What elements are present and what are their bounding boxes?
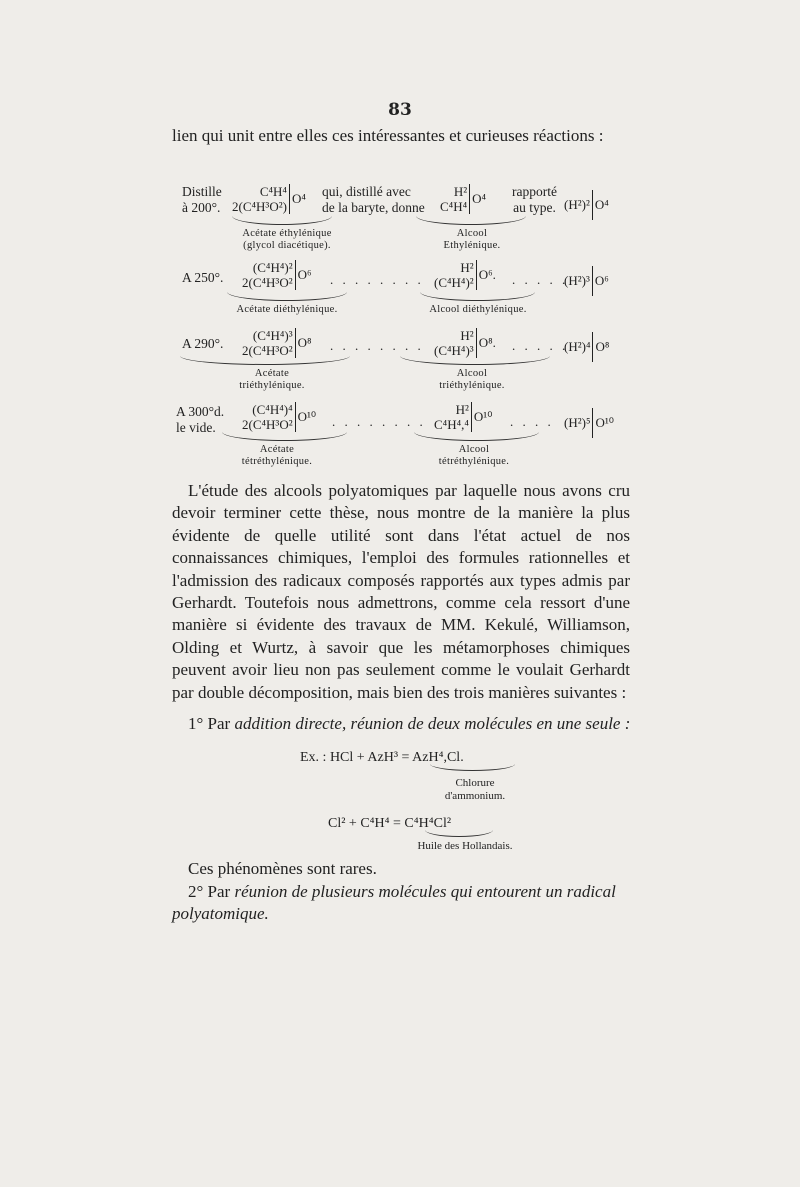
- label-line: Alcool: [458, 444, 490, 455]
- alcohol-formula: [434, 328, 496, 358]
- reaction-condition: [176, 404, 224, 436]
- label-line: Acétate diéthylénique.: [236, 304, 338, 315]
- alcohol-formula: [434, 402, 492, 432]
- oxygen: O⁸.: [478, 335, 496, 350]
- label-line: d'ammonium.: [444, 790, 506, 802]
- acetate-label: [217, 444, 337, 468]
- brace: [430, 764, 515, 771]
- oxygen: O¹⁰: [473, 409, 493, 424]
- label-line: triéthylénique.: [239, 380, 305, 391]
- condition-line: A 300°d.: [176, 404, 225, 419]
- item-number: 1° Par: [188, 714, 231, 733]
- equation-2-label: Huile des Hollandais.: [417, 840, 513, 852]
- type-h: (H²)⁴: [564, 339, 591, 354]
- oxygen: O⁸: [595, 339, 610, 354]
- oxygen: O⁴: [472, 191, 487, 206]
- condition-line: à 200°.: [182, 200, 221, 215]
- acetate-formula: [232, 184, 306, 214]
- label-line: triéthylénique.: [439, 380, 505, 391]
- brace: [222, 432, 347, 441]
- page-number: 83: [388, 100, 412, 120]
- label-line: Ethylénique.: [443, 240, 501, 251]
- tail-line: au type.: [513, 200, 556, 215]
- formula-bottom: (C⁴H⁴)³: [434, 343, 474, 358]
- equation-1-label: [420, 777, 530, 803]
- item-italic-text: addition directe, réunion de deux molécules en une seule :: [234, 714, 631, 733]
- item-number: 2° Par: [188, 882, 231, 901]
- formula-bottom: 2(C⁴H³O²: [242, 275, 293, 290]
- reaction-condition: [182, 336, 223, 352]
- dot-leader: . . . . . . . .: [330, 338, 424, 353]
- brace: [400, 356, 550, 365]
- alcohol-label: [412, 444, 536, 468]
- label-line: tétréthylénique.: [241, 456, 313, 467]
- acetate-formula: [242, 402, 316, 432]
- type-formula: [564, 408, 614, 438]
- dot-leader: . . . . .: [512, 338, 569, 353]
- brace: [416, 216, 526, 225]
- formula-top: (C⁴H⁴)⁴: [252, 402, 293, 417]
- formula-bottom: 2(C⁴H³O²): [232, 199, 287, 214]
- oxygen: O⁶: [594, 273, 609, 288]
- alcohol-formula: [434, 260, 496, 290]
- brace: [414, 432, 539, 441]
- formula-top: H²: [460, 328, 474, 343]
- oxygen: O¹⁰: [595, 415, 614, 430]
- brace: [180, 356, 350, 365]
- alcohol-formula: [440, 184, 486, 214]
- item-italic-text: réunion de plusieurs molécules qui entourent un radical polyatomique.: [172, 882, 616, 923]
- tail-text: [512, 184, 557, 216]
- formula-top: (C⁴H⁴)³: [252, 328, 293, 343]
- brace: [232, 216, 332, 225]
- condition-line: A 290°.: [182, 336, 224, 351]
- equation-2: Cl² + C⁴H⁴ = C⁴H⁴Cl²: [328, 816, 452, 831]
- label-line: Acétate éthylénique: [242, 228, 332, 239]
- formula-bottom: 2(C⁴H³O²: [242, 417, 293, 432]
- brace: [425, 830, 493, 837]
- condition-line: le vide.: [176, 420, 216, 435]
- reaction-row-2: [172, 258, 642, 324]
- reaction-row-1: [172, 182, 642, 252]
- middle-line: de la baryte, donne: [322, 200, 425, 215]
- alcohol-label: [412, 228, 532, 252]
- formula-bottom: (C⁴H⁴)²: [434, 275, 474, 290]
- reaction-condition: [182, 184, 222, 216]
- label-line: (glycol diacétique).: [243, 240, 331, 251]
- oxygen: O⁴: [594, 197, 609, 212]
- type-formula: [564, 266, 609, 296]
- oxygen: O⁸: [297, 335, 312, 350]
- label-line: Acétate: [254, 368, 290, 379]
- label-line: tétréthylénique.: [438, 456, 510, 467]
- reaction-row-4: [172, 400, 642, 472]
- type-h: (H²)⁵: [564, 415, 591, 430]
- type-formula: [564, 332, 609, 362]
- label-line: Chlorure: [455, 777, 495, 789]
- equation-1: Ex. : HCl + AzH³ = AzH⁴,Cl.: [300, 750, 464, 765]
- condition-line: Distille: [182, 184, 222, 199]
- middle-line: qui, distillé avec: [322, 184, 411, 199]
- main-paragraph: [172, 480, 630, 704]
- brace: [420, 292, 535, 301]
- dot-leader: . . . .: [510, 414, 554, 429]
- paragraph-text: L'étude des alcools polyatomiques par laquelle nous avons cru devoir terminer cette thèse, nous montre de la manière la plus évidente de quelle utilité sont dans l'état actuel de nos connaissances chimiques, l'emploi des formules rationnelles et l'admission des radicaux composés rapportés aux types admis par Gerhardt. Toutefois nous admettrons, comme cela ressort d'une manière si évidente des travaux de MM. Kekulé, Williamson, Olding et Wurtz, à savoir que les métamorphoses chimiques peuvent avoir lieu non pas seulement comme le voulait Gerhardt par double décomposition, mais bien des trois manières suivantes :: [172, 481, 630, 702]
- formula-top: C⁴H⁴: [259, 184, 287, 199]
- acetate-label: [212, 304, 362, 316]
- alcohol-label: [412, 368, 532, 392]
- tail-line: rapporté: [512, 184, 557, 199]
- condition-line: A 250°.: [182, 270, 224, 285]
- oxygen: O⁶.: [478, 267, 496, 282]
- brace: [227, 292, 347, 301]
- label-line: Alcool: [456, 368, 488, 379]
- label-line: Acétate: [259, 444, 295, 455]
- type-h: (H²)²: [564, 197, 590, 212]
- formula-top: (C⁴H⁴)²: [252, 260, 293, 275]
- alcohol-label: [408, 304, 548, 316]
- type-formula: [564, 190, 609, 220]
- reaction-condition: [182, 270, 223, 286]
- acetate-label: [222, 228, 352, 252]
- acetate-formula: [242, 328, 312, 358]
- intro-text: lien qui unit entre elles ces intéressantes et curieuses réactions :: [172, 126, 604, 145]
- formula-top: H²: [455, 402, 469, 417]
- label-line: Alcool diéthylénique.: [429, 304, 527, 315]
- dot-leader: . . . . .: [512, 272, 569, 287]
- formula-bottom: 2(C⁴H³O²: [242, 343, 293, 358]
- reaction-row-3: [172, 326, 642, 396]
- list-item-2: [172, 881, 632, 925]
- dot-leader: . . . . . . . .: [332, 414, 426, 429]
- oxygen: O⁶: [297, 267, 312, 282]
- oxygen: O⁴: [291, 191, 306, 206]
- list-item-1: [172, 713, 632, 735]
- acetate-label: [212, 368, 332, 392]
- type-h: (H²)³: [564, 273, 590, 288]
- formula-bottom: C⁴H⁴,⁴: [434, 417, 469, 432]
- label-line: Alcool: [456, 228, 488, 239]
- formula-bottom: C⁴H⁴: [440, 199, 468, 214]
- rare-note: Ces phénomènes sont rares.: [188, 859, 377, 878]
- formula-top: H²: [460, 260, 474, 275]
- oxygen: O¹⁰: [297, 409, 317, 424]
- acetate-formula: [242, 260, 312, 290]
- middle-text: [322, 184, 425, 216]
- formula-top: H²: [453, 184, 468, 199]
- dot-leader: . . . . . . . .: [330, 272, 424, 287]
